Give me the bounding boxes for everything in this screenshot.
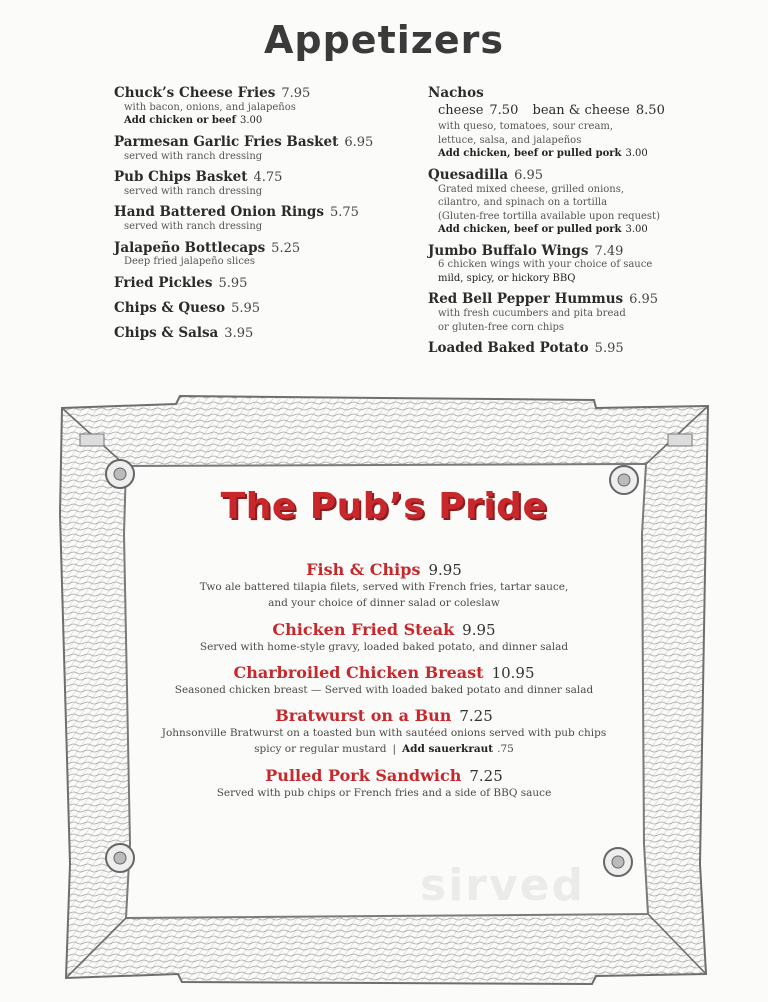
- item-price: 5.25: [271, 240, 301, 256]
- pride-item: [150, 620, 618, 655]
- item-price: 3.95: [224, 325, 254, 341]
- pride-title: The Pub’s Pride: [220, 486, 548, 527]
- menu-item: [114, 168, 414, 198]
- item-name: Charbroiled Chicken Breast: [233, 662, 484, 682]
- pride-item: [150, 766, 618, 801]
- appetizers-left-column: [114, 84, 414, 345]
- menu-item: [114, 84, 414, 128]
- item-description: with bacon, onions, and jalapeños: [124, 101, 296, 113]
- item-name: Fish & Chips: [306, 560, 421, 579]
- separator: |: [392, 743, 396, 756]
- pride-item: [150, 663, 618, 698]
- item-addon: [428, 147, 748, 161]
- menu-item: [428, 242, 748, 286]
- item-name: Bratwurst on a Bun: [275, 706, 452, 726]
- item-description: Grated mixed cheese, grilled onions,: [438, 183, 625, 195]
- menu-item: [428, 166, 748, 237]
- menu-item-nachos: [428, 84, 748, 161]
- item-name: Chips & Salsa: [114, 324, 219, 341]
- addon-label: Add chicken, beef or pulled pork: [438, 224, 622, 236]
- item-name: Loaded Baked Potato: [428, 340, 589, 357]
- item-price: 4.75: [253, 170, 283, 186]
- item-description: 6 chicken wings with your choice of sauce: [438, 259, 653, 271]
- addon-price: 3.00: [625, 148, 648, 160]
- option-label: cheese: [438, 102, 484, 118]
- item-price: 7.25: [459, 707, 493, 726]
- item-description: served with ranch dressing: [124, 185, 263, 197]
- item-description: and your choice of dinner salad or coleslaw: [268, 597, 500, 610]
- item-description: (Gluten-free tortilla available upon request): [438, 210, 660, 222]
- item-price: 5.95: [218, 275, 248, 291]
- item-name: Jumbo Buffalo Wings: [428, 242, 589, 259]
- menu-item: [114, 239, 414, 269]
- bolt-icon: [106, 460, 134, 488]
- bolt-icon: [106, 844, 134, 872]
- item-note: mild, spicy, or hickory BBQ: [438, 272, 576, 284]
- item-price: 7.95: [281, 86, 311, 101]
- option-label: bean & cheese: [532, 102, 630, 118]
- addon-price: .75: [497, 743, 514, 756]
- item-name: Chuck’s Cheese Fries: [114, 85, 276, 101]
- item-price: 9.95: [428, 561, 462, 579]
- addon-price: 3.00: [239, 115, 263, 127]
- item-description: cilantro, and spinach on a tortilla: [438, 197, 608, 209]
- addon-label: Add chicken or beef: [124, 115, 236, 127]
- item-name: Fried Pickles: [114, 274, 213, 291]
- menu-item: [114, 299, 414, 316]
- pride-item: [150, 706, 618, 758]
- item-name: Nachos: [428, 85, 484, 101]
- menu-item: [114, 274, 414, 291]
- item-price: 10.95: [491, 663, 535, 682]
- item-description: Deep fried jalapeño slices: [124, 256, 255, 268]
- addon-label: Add chicken, beef or pulled pork: [438, 148, 622, 160]
- appetizers-right-column: [428, 84, 748, 361]
- item-description: with fresh cucumbers and pita bread: [438, 308, 626, 320]
- appetizers-title: Appetizers: [263, 18, 505, 62]
- extra-text: spicy or regular mustard: [254, 743, 387, 756]
- item-description: Two ale battered tilapia filets, served with French fries, tartar sauce,: [199, 581, 569, 593]
- item-name: Chips & Queso: [114, 299, 226, 316]
- item-description: or gluten-free corn chips: [438, 321, 565, 333]
- item-description: Seasoned chicken breast — Served with loaded baked potato and dinner salad: [174, 683, 594, 696]
- item-name: Red Bell Pepper Hummus: [428, 291, 624, 308]
- item-name: Pub Chips Basket: [114, 169, 248, 186]
- menu-item: [114, 324, 414, 341]
- menu-item: [114, 133, 414, 163]
- menu-item: [428, 339, 748, 356]
- addon-price: 3.00: [625, 224, 648, 236]
- addon-label: Add sauerkraut: [402, 743, 494, 756]
- item-description: served with ranch dressing: [124, 150, 263, 162]
- item-price: 6.95: [629, 292, 659, 308]
- item-name: Hand Battered Onion Rings: [114, 204, 324, 221]
- item-price: 5.95: [231, 300, 261, 316]
- item-price: 7.25: [469, 766, 503, 785]
- item-price: 9.95: [462, 620, 496, 639]
- item-description: served with ranch dressing: [124, 221, 263, 233]
- watermark-logo: sirved: [420, 860, 585, 911]
- item-price: 7.49: [594, 243, 624, 259]
- item-name: Pulled Pork Sandwich: [265, 765, 462, 785]
- item-description: with queso, tomatoes, sour cream,: [438, 121, 614, 133]
- item-description: Johnsonville Bratwurst on a toasted bun with sautéed onions served with pub chips: [161, 727, 607, 740]
- item-price: 5.75: [329, 205, 359, 221]
- item-description: Served with home-style gravy, loaded baked potato, and dinner salad: [199, 640, 569, 653]
- item-price: 6.95: [344, 134, 374, 150]
- menu-item: [428, 290, 748, 334]
- item-extra: [150, 741, 618, 757]
- menu-item: [114, 203, 414, 233]
- item-price: 6.95: [514, 167, 544, 183]
- item-name: Jalapeño Bottlecaps: [114, 239, 266, 256]
- item-addon: [114, 114, 414, 128]
- bolt-icon: [604, 848, 632, 876]
- item-name: Chicken Fried Steak: [272, 619, 455, 639]
- item-name: Quesadilla: [428, 166, 509, 183]
- pride-list: [150, 560, 618, 809]
- item-description: lettuce, salsa, and jalapeños: [438, 134, 582, 146]
- item-name: Parmesan Garlic Fries Basket: [114, 133, 339, 150]
- option-price: 8.50: [635, 102, 665, 118]
- item-description: Served with pub chips or French fries and a side of BBQ sauce: [216, 786, 552, 799]
- item-options: [428, 101, 748, 121]
- item-addon: [428, 223, 748, 237]
- pride-item: [150, 560, 618, 612]
- item-price: 5.95: [594, 341, 624, 357]
- option-price: 7.50: [489, 102, 519, 118]
